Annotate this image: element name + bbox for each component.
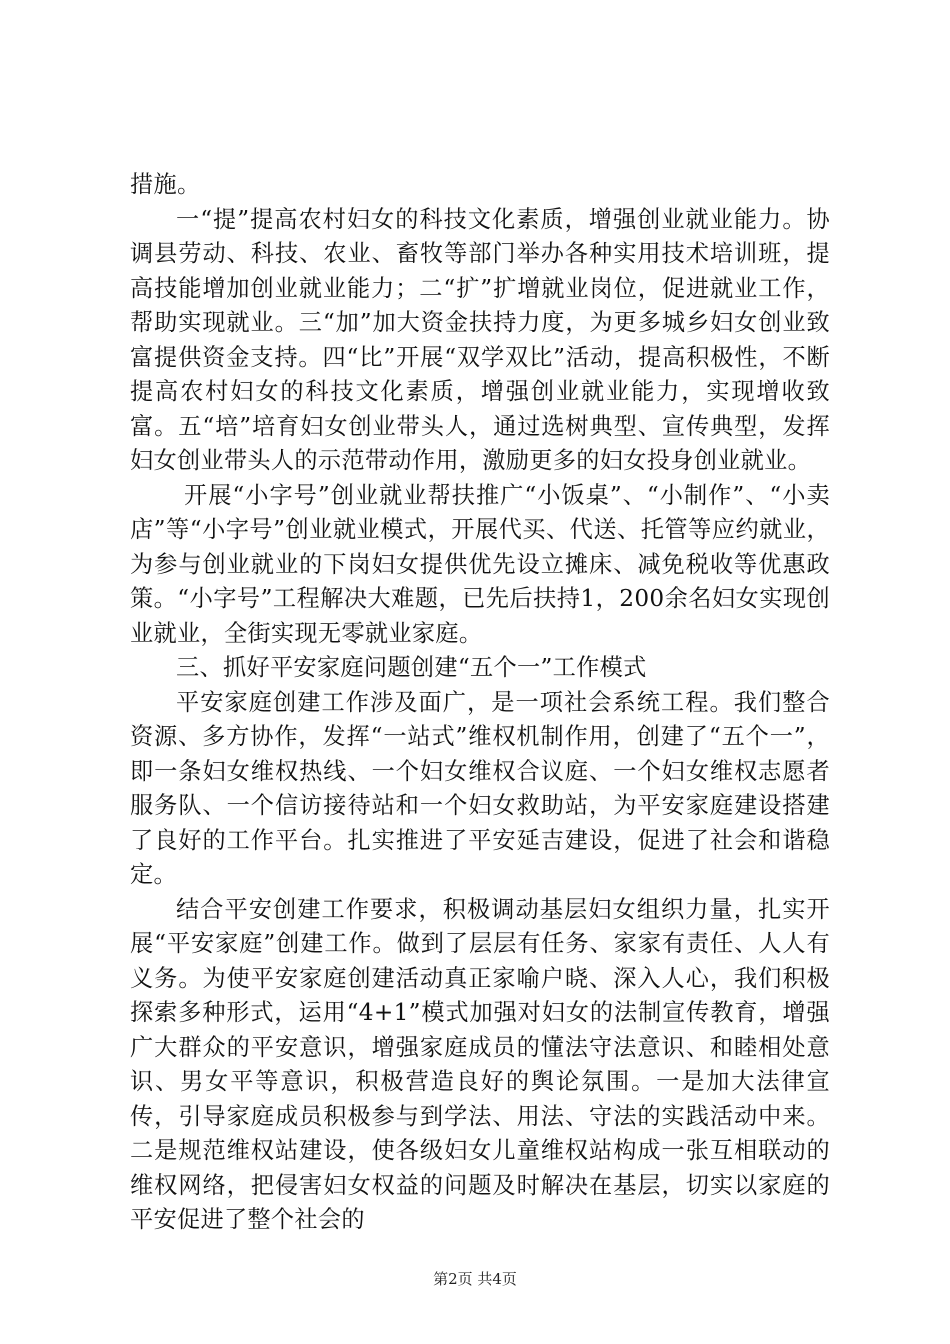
paragraph-safety-creation: 结合平安创建工作要求，积极调动基层妇女组织力量，扎实开展“平安家庭”创建工作。做到了层层有任务、家家有责任、人人有义务。为使平安家庭创建活动真正家喻户晓、深入人心，我们积极探索多种形式，运用“4+1”模式加强对妇女的法制宣传教育，增强广大群众的平安意识，增强家庭成员的懂法守法意识、和睦相处意识、男女平等意识，积极营造良好的舆论氛围。一是加大法律宣传，引导家庭成员积极参与到学法、用法、守法的实践活动中来。二是规范维权站建设，使各级妇女儿童维权站构成一张互相联动的维权网络，把侵害妇女权益的问题及时解决在基层，切实以家庭的平安促进了整个社会的 bbox=[130, 895, 830, 1233]
document-body bbox=[130, 168, 830, 1238]
paragraph-measures: 一“提”提高农村妇女的科技文化素质，增强创业就业能力。协调县劳动、科技、农业、畜牧等部门举办各种实用技术培训班，提高技能增加创业就业能力；二“扩”扩增就业岗位，促进就业工作，帮助实现就业。三“加”加大资金扶持力度，为更多城乡妇女创业致富提供资金支持。四“比”开展“双学双比”活动，提高积极性，不断提高农村妇女的科技文化素质，增强创业就业能力，实现增收致富。五“培”培育妇女创业带头人，通过选树典型、宣传典型，发挥妇女创业带头人的示范带动作用，激励更多的妇女投身创业就业。 bbox=[130, 205, 830, 474]
paragraph-continuation: 措施。 bbox=[130, 171, 201, 198]
page-number-footer: 第2页 共4页 bbox=[433, 1270, 517, 1288]
paragraph-small-business: 开展“小字号”创业就业帮扶推广“小饭桌”、“小制作”、“小卖店”等“小字号”创业就业模式，开展代买、代送、托管等应约就业，为参与创业就业的下岗妇女提供优先设立摊床、减免税收等优惠政策。“小字号”工程解决大难题，已先后扶持1，200余名妇女实现创业就业，全街实现无零就业家庭。 bbox=[130, 481, 830, 647]
section-heading: 三、抓好平安家庭问题创建“五个一”工作模式 bbox=[176, 654, 647, 681]
paragraph-safe-family: 平安家庭创建工作涉及面广，是一项社会系统工程。我们整合资源、多方协作，发挥“一站式”维权机制作用，创建了“五个一”，即一条妇女维权热线、一个妇女维权合议庭、一个妇女维权志愿者服务队、一个信访接待站和一个妇女救助站，为平安家庭建设搭建了良好的工作平台。扎实推进了平安延吉建设，促进了社会和谐稳定。 bbox=[130, 688, 830, 888]
